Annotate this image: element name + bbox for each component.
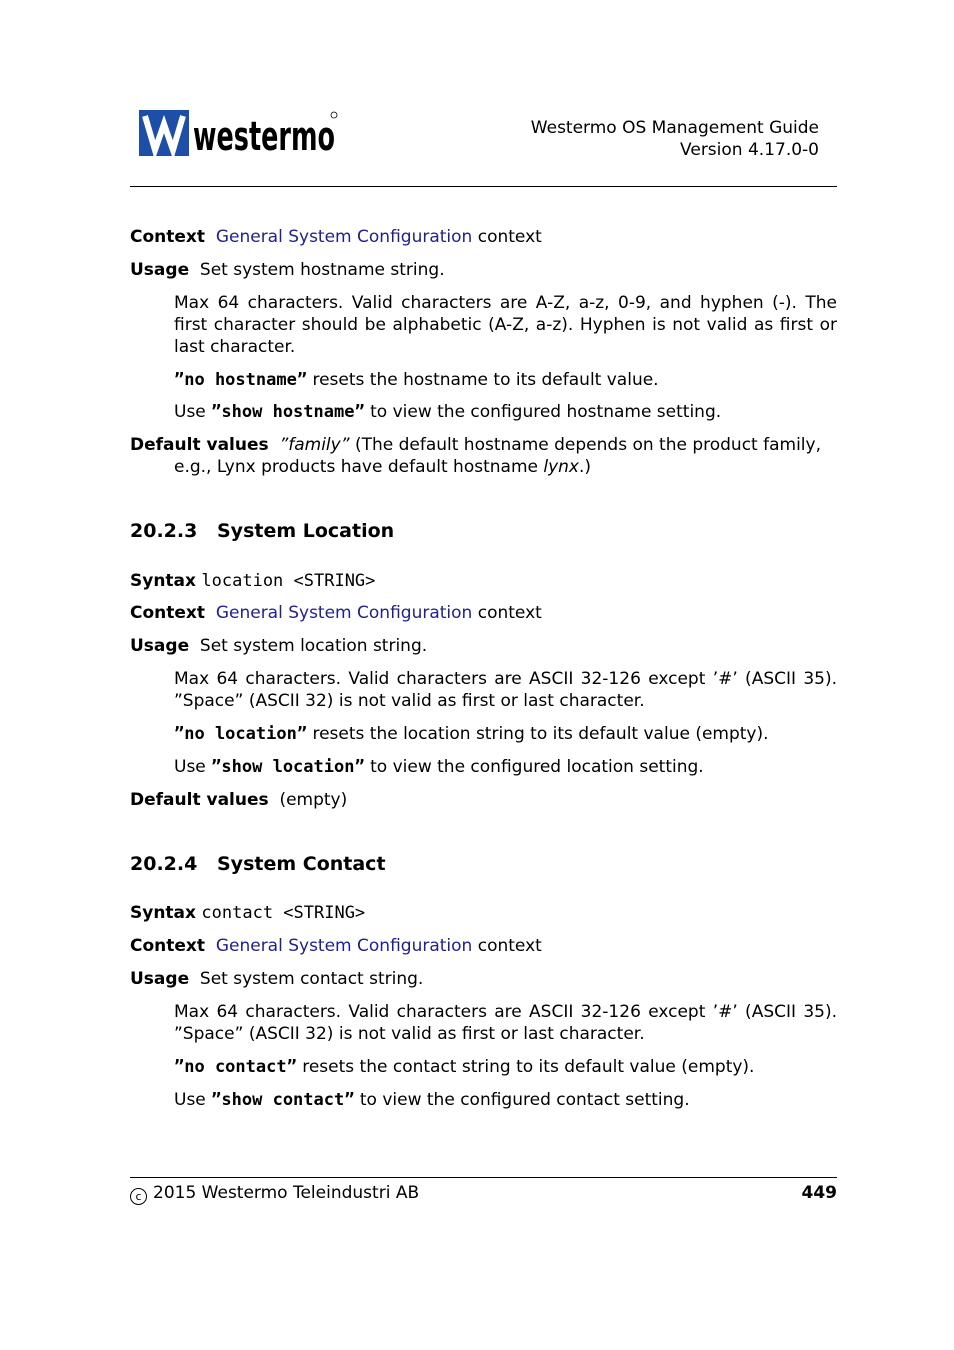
- contact-syntax-line: [130, 902, 365, 924]
- page-number: 449: [801, 1183, 837, 1203]
- header-rule: [130, 186, 837, 187]
- use-prefix: Use: [174, 757, 206, 777]
- usage-text: Set system hostname string.: [199, 260, 445, 280]
- default-lynx: lynx: [543, 457, 579, 477]
- contact-context-line: [130, 935, 542, 957]
- usage-label: Usage: [130, 260, 190, 280]
- no-command: ”no location”: [174, 724, 308, 744]
- syntax-label: Syntax: [130, 903, 196, 923]
- location-show-command-line: [174, 756, 704, 778]
- usage-label: Usage: [130, 969, 190, 989]
- location-context-line: [130, 602, 542, 624]
- usage-text: Set system location string.: [199, 636, 428, 656]
- hostname-description: Max 64 characters. Valid characters are A-Z, a-z, 0-9, and hyphen (-). The first character should be alphabetic (A-Z, a-z). Hyphen is not valid as first or last character.: [174, 293, 837, 357]
- syntax-label: Syntax: [130, 571, 196, 591]
- use-prefix: Use: [174, 402, 206, 422]
- contact-no-command-line: [174, 1056, 754, 1078]
- context-suffix: context: [477, 227, 542, 247]
- context-suffix: context: [477, 936, 542, 956]
- hostname-no-command-line: [174, 369, 659, 391]
- show-command: ”show location”: [211, 757, 365, 777]
- show-command: ”show hostname”: [211, 402, 365, 422]
- context-link[interactable]: General System Configuration: [215, 227, 473, 247]
- no-command-text: resets the contact string to its default value (empty).: [302, 1057, 755, 1077]
- default-label: Default values: [130, 435, 269, 455]
- show-command-text: to view the configured location setting.: [370, 757, 704, 777]
- use-prefix: Use: [174, 1090, 206, 1110]
- logo-wordmark: westermo: [193, 114, 335, 160]
- syntax-code: contact <STRING>: [201, 903, 366, 923]
- default-text: (The default hostname depends on the product family,: [354, 435, 821, 455]
- section-number: 20.2.4: [130, 853, 198, 875]
- section-title: System Location: [217, 520, 395, 542]
- no-command: ”no contact”: [174, 1057, 297, 1077]
- context-link[interactable]: General System Configuration: [215, 603, 473, 623]
- contact-show-command-line: [174, 1089, 690, 1111]
- usage-label: Usage: [130, 636, 190, 656]
- context-suffix: context: [477, 603, 542, 623]
- default-end: .): [579, 457, 592, 477]
- copyright-text: 2015 Westermo Teleindustri AB: [153, 1183, 420, 1203]
- section-heading-contact: [130, 853, 386, 875]
- location-no-command-line: [174, 723, 769, 745]
- context-link[interactable]: General System Configuration: [215, 936, 473, 956]
- location-syntax-line: [130, 570, 375, 592]
- westermo-logo: [139, 110, 339, 158]
- default-text-2: e.g., Lynx products have default hostname: [174, 457, 538, 477]
- hostname-show-command-line: [174, 401, 721, 423]
- footer-rule: [130, 1177, 837, 1178]
- hostname-default-line: [130, 434, 821, 456]
- guide-version: Version 4.17.0-0: [680, 140, 819, 160]
- no-command: ”no hostname”: [174, 370, 308, 390]
- contact-description: Max 64 characters. Valid characters are ASCII 32-126 except ’#’ (ASCII 35). ”Space” (ASCII 32) is not valid as first or last character.: [174, 1002, 837, 1044]
- context-label: Context: [130, 227, 206, 247]
- show-command: ”show contact”: [211, 1090, 355, 1110]
- footer-copyright: [130, 1182, 419, 1205]
- location-description: Max 64 characters. Valid characters are ASCII 32-126 except ’#’ (ASCII 35). ”Space” (ASCII 32) is not valid as first or last character.: [174, 669, 837, 711]
- location-default-line: [130, 789, 347, 811]
- location-usage-line: [130, 635, 427, 657]
- default-text: (empty): [279, 790, 348, 810]
- default-family: ”family”: [279, 435, 350, 455]
- show-command-text: to view the configured hostname setting.: [370, 402, 722, 422]
- show-command-text: to view the configured contact setting.: [359, 1090, 690, 1110]
- page-header: [531, 117, 819, 161]
- context-label: Context: [130, 936, 206, 956]
- syntax-code: location <STRING>: [201, 571, 376, 591]
- hostname-context-line: [130, 226, 542, 248]
- section-title: System Contact: [217, 853, 386, 875]
- section-number: 20.2.3: [130, 520, 198, 542]
- guide-title: Westermo OS Management Guide: [530, 118, 819, 138]
- context-label: Context: [130, 603, 206, 623]
- section-heading-location: [130, 520, 394, 542]
- hostname-default-line-2: [174, 456, 591, 478]
- hostname-usage-line: [130, 259, 445, 281]
- usage-text: Set system contact string.: [199, 969, 424, 989]
- default-label: Default values: [130, 790, 269, 810]
- no-command-text: resets the location string to its default value (empty).: [312, 724, 769, 744]
- copyright-icon: c: [130, 1188, 147, 1205]
- no-command-text: resets the hostname to its default value.: [312, 370, 659, 390]
- contact-usage-line: [130, 968, 423, 990]
